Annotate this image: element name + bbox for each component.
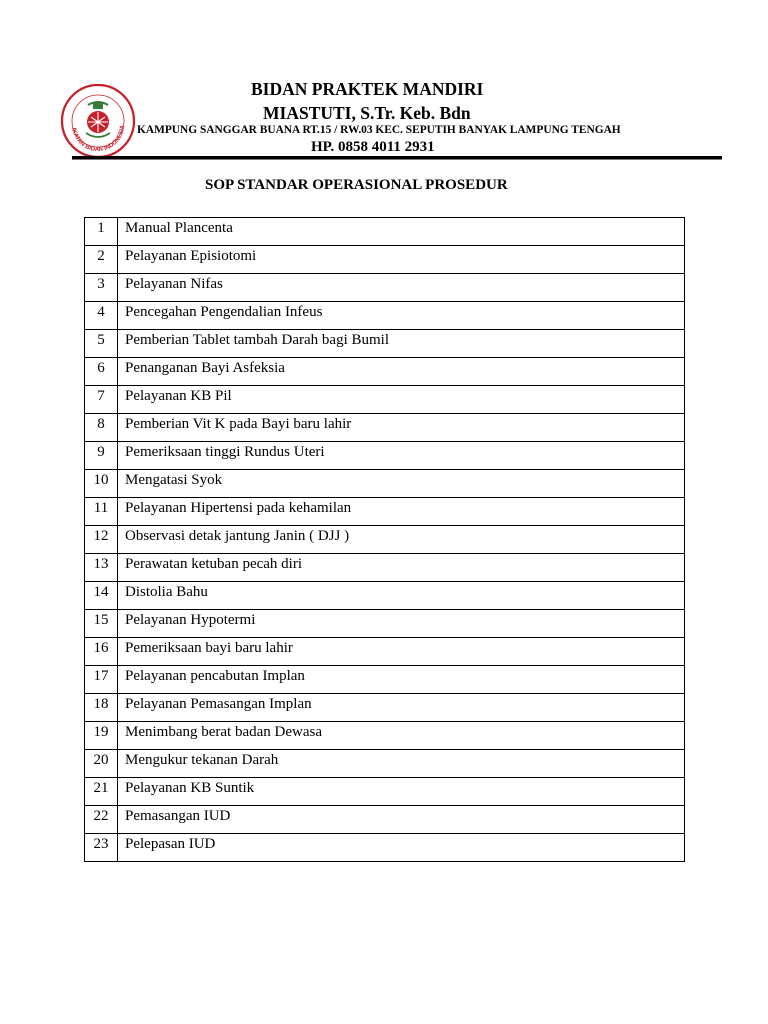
table-row — [85, 778, 685, 806]
sop-table — [84, 217, 685, 862]
row-number: 21 — [85, 778, 118, 806]
sop-name: Pelayanan KB Pil — [118, 386, 685, 414]
row-number: 2 — [85, 246, 118, 274]
row-number: 1 — [85, 218, 118, 246]
sop-name: Pelayanan Nifas — [118, 274, 685, 302]
sop-name: Pelayanan pencabutan Implan — [118, 666, 685, 694]
table-row — [85, 218, 685, 246]
midwife-name: MIASTUTI, S.Tr. Keb. Bdn — [263, 103, 471, 123]
row-number: 3 — [85, 274, 118, 302]
sop-name: Distolia Bahu — [118, 582, 685, 610]
sop-name: Pencegahan Pengendalian Infeus — [118, 302, 685, 330]
sop-name: Pemberian Tablet tambah Darah bagi Bumil — [118, 330, 685, 358]
row-number: 16 — [85, 638, 118, 666]
sop-name: Pemberian Vit K pada Bayi baru lahir — [118, 414, 685, 442]
sop-name: Perawatan ketuban pecah diri — [118, 554, 685, 582]
table-row — [85, 582, 685, 610]
sop-name: Pelayanan Episiotomi — [118, 246, 685, 274]
row-number: 12 — [85, 526, 118, 554]
row-number: 11 — [85, 498, 118, 526]
sop-name: Menimbang berat badan Dewasa — [118, 722, 685, 750]
row-number: 8 — [85, 414, 118, 442]
row-number: 6 — [85, 358, 118, 386]
sop-name: Pelayanan Hipertensi pada kehamilan — [118, 498, 685, 526]
ikatan-bidan-indonesia-logo — [60, 83, 136, 159]
sop-name: Pemeriksaan bayi baru lahir — [118, 638, 685, 666]
sop-name: Pelepasan IUD — [118, 834, 685, 862]
sop-name: Manual Plancenta — [118, 218, 685, 246]
sop-name: Pemeriksaan tinggi Rundus Uteri — [118, 442, 685, 470]
table-row — [85, 638, 685, 666]
table-row — [85, 806, 685, 834]
row-number: 15 — [85, 610, 118, 638]
row-number: 17 — [85, 666, 118, 694]
table-row — [85, 442, 685, 470]
logo-text: IKATAN BIDAN INDONESIA — [70, 124, 127, 154]
table-row — [85, 834, 685, 862]
sop-name: Pelayanan KB Suntik — [118, 778, 685, 806]
row-number: 19 — [85, 722, 118, 750]
table-row — [85, 554, 685, 582]
row-number: 22 — [85, 806, 118, 834]
table-row — [85, 666, 685, 694]
row-number: 13 — [85, 554, 118, 582]
sop-name: Pemasangan IUD — [118, 806, 685, 834]
table-row — [85, 414, 685, 442]
table-row — [85, 694, 685, 722]
row-number: 5 — [85, 330, 118, 358]
row-number: 20 — [85, 750, 118, 778]
clinic-phone: HP. 0858 4011 2931 — [311, 139, 435, 155]
row-number: 10 — [85, 470, 118, 498]
clinic-address: KAMPUNG SANGGAR BUANA RT.15 / RW.03 KEC. SEPUTIH BANYAK LAMPUNG TENGAH — [137, 124, 621, 136]
row-number: 18 — [85, 694, 118, 722]
sop-name: Mengatasi Syok — [118, 470, 685, 498]
sop-name: Mengukur tekanan Darah — [118, 750, 685, 778]
table-row — [85, 722, 685, 750]
row-number: 9 — [85, 442, 118, 470]
table-row — [85, 498, 685, 526]
table-row — [85, 386, 685, 414]
clinic-name: BIDAN PRAKTEK MANDIRI — [251, 79, 484, 99]
row-number: 23 — [85, 834, 118, 862]
table-row — [85, 470, 685, 498]
sop-name: Observasi detak jantung Janin ( DJJ ) — [118, 526, 685, 554]
table-row — [85, 358, 685, 386]
header-divider — [72, 156, 722, 160]
table-row — [85, 330, 685, 358]
table-row — [85, 274, 685, 302]
table-row — [85, 302, 685, 330]
sop-name: Pelayanan Hypotermi — [118, 610, 685, 638]
sop-name: Pelayanan Pemasangan Implan — [118, 694, 685, 722]
row-number: 14 — [85, 582, 118, 610]
document-title: SOP STANDAR OPERASIONAL PROSEDUR — [205, 177, 508, 193]
table-row — [85, 750, 685, 778]
table-row — [85, 526, 685, 554]
table-row — [85, 610, 685, 638]
table-row — [85, 246, 685, 274]
row-number: 4 — [85, 302, 118, 330]
sop-name: Penanganan Bayi Asfeksia — [118, 358, 685, 386]
row-number: 7 — [85, 386, 118, 414]
